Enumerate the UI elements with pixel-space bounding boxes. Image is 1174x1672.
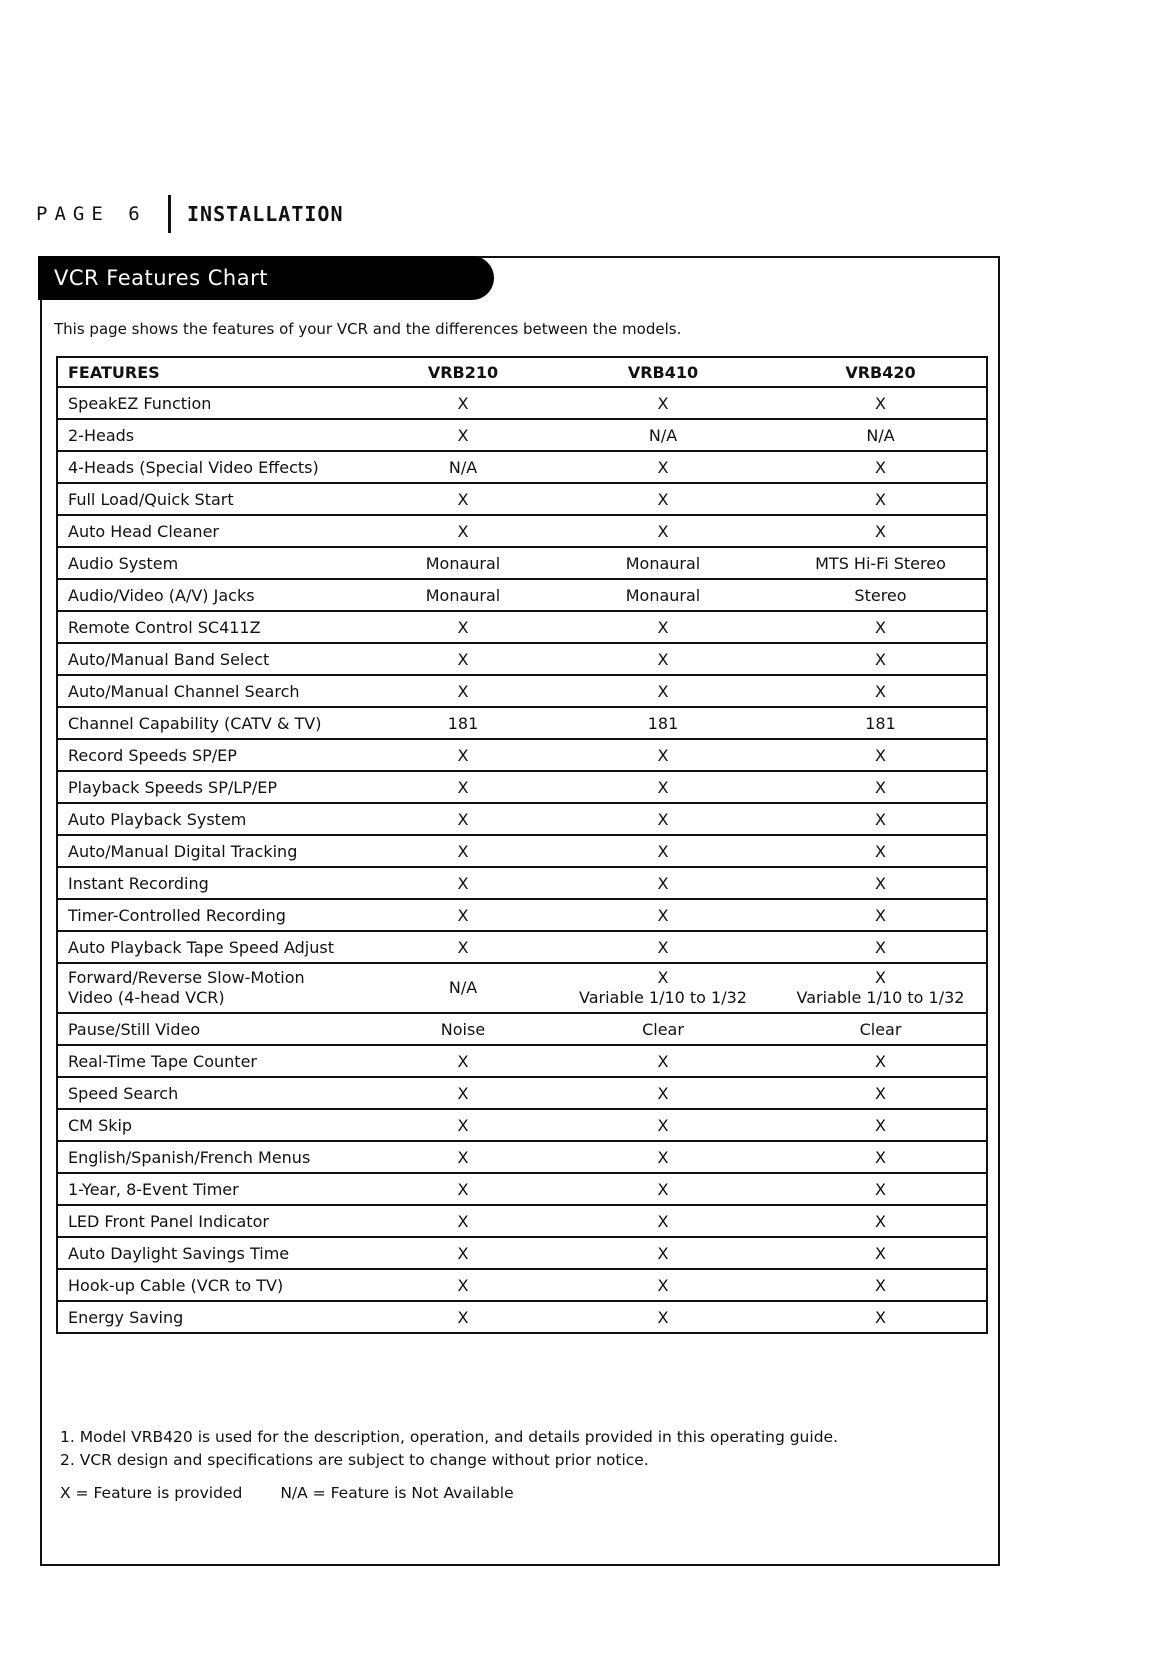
chart-intro: This page shows the features of your VCR and the differences between the models. xyxy=(54,320,682,338)
vrb410-cell: X xyxy=(551,643,775,675)
vrb420-cell: X xyxy=(775,899,987,931)
vrb210-cell: X xyxy=(375,771,551,803)
vrb420-cell: X xyxy=(775,1045,987,1077)
column-header-vrb210: VRB210 xyxy=(375,357,551,387)
feature-cell: Energy Saving xyxy=(57,1301,375,1333)
column-header-vrb410: VRB410 xyxy=(551,357,775,387)
vrb210-cell: X xyxy=(375,643,551,675)
feature-cell: Full Load/Quick Start xyxy=(57,483,375,515)
legend-provided: X = Feature is provided xyxy=(60,1484,243,1502)
vrb410-cell: X xyxy=(551,483,775,515)
vrb420-cell: X xyxy=(775,483,987,515)
feature-cell: English/Spanish/French Menus xyxy=(57,1141,375,1173)
vrb410-cell: X xyxy=(551,1205,775,1237)
vrb410-cell: X xyxy=(551,515,775,547)
vrb420-cell: X xyxy=(775,1237,987,1269)
footnote: 1. Model VRB420 is used for the description, operation, and details provided in this operating guide. xyxy=(60,1428,838,1446)
vrb420-cell: MTS Hi-Fi Stereo xyxy=(775,547,987,579)
vrb210-cell: X xyxy=(375,419,551,451)
vrb210-cell: X xyxy=(375,803,551,835)
feature-cell: Auto Playback System xyxy=(57,803,375,835)
feature-cell: Pause/Still Video xyxy=(57,1013,375,1045)
vrb210-cell: X xyxy=(375,1173,551,1205)
footnotes xyxy=(60,1426,838,1472)
vrb410-cell: X xyxy=(551,1109,775,1141)
vrb210-cell: X xyxy=(375,1141,551,1173)
vrb210-cell: 181 xyxy=(375,707,551,739)
table-row xyxy=(57,707,987,739)
vrb420-cell: X xyxy=(775,1109,987,1141)
table-row xyxy=(57,867,987,899)
vrb410-cell: X xyxy=(551,867,775,899)
features-table xyxy=(56,356,988,1334)
vrb420-cell: X xyxy=(775,739,987,771)
feature-cell: 1-Year, 8-Event Timer xyxy=(57,1173,375,1205)
feature-cell: 2-Heads xyxy=(57,419,375,451)
vrb410-cell: X xyxy=(551,835,775,867)
legend xyxy=(60,1484,514,1502)
vrb420-cell: X xyxy=(775,867,987,899)
vrb210-cell: X xyxy=(375,1045,551,1077)
page-number: PAGE 6 xyxy=(36,203,147,225)
table-row xyxy=(57,643,987,675)
vrb410-cell: X xyxy=(551,387,775,419)
table-row xyxy=(57,579,987,611)
vrb410-cell: X xyxy=(551,451,775,483)
feature-cell: Real-Time Tape Counter xyxy=(57,1045,375,1077)
table-row xyxy=(57,835,987,867)
value-line: X xyxy=(657,968,669,987)
table-header-row xyxy=(57,357,987,387)
feature-cell: Channel Capability (CATV & TV) xyxy=(57,707,375,739)
feature-cell: Auto Daylight Savings Time xyxy=(57,1237,375,1269)
vrb420-cell: X xyxy=(775,803,987,835)
table-row xyxy=(57,771,987,803)
vrb420-cell: X xyxy=(775,387,987,419)
vrb210-cell: Monaural xyxy=(375,579,551,611)
table-row xyxy=(57,1173,987,1205)
vrb210-cell: Monaural xyxy=(375,547,551,579)
column-header-vrb420: VRB420 xyxy=(775,357,987,387)
table-row xyxy=(57,803,987,835)
vrb210-cell: X xyxy=(375,1269,551,1301)
table-row xyxy=(57,451,987,483)
feature-line: Forward/Reverse Slow-Motion xyxy=(68,968,305,987)
table-row xyxy=(57,1077,987,1109)
table-row xyxy=(57,547,987,579)
feature-cell: Audio/Video (A/V) Jacks xyxy=(57,579,375,611)
vrb410-cell: X xyxy=(551,931,775,963)
vrb420-cell: X xyxy=(775,451,987,483)
feature-cell: Timer-Controlled Recording xyxy=(57,899,375,931)
vrb410-cell: Monaural xyxy=(551,579,775,611)
vrb420-cell: X xyxy=(775,1205,987,1237)
feature-cell: Audio System xyxy=(57,547,375,579)
vrb210-cell: X xyxy=(375,899,551,931)
vrb210-cell: X xyxy=(375,515,551,547)
features-chart-frame xyxy=(40,256,1000,1566)
feature-cell: Auto/Manual Digital Tracking xyxy=(57,835,375,867)
table-row xyxy=(57,483,987,515)
table-row xyxy=(57,1237,987,1269)
vrb420-cell: X xyxy=(775,611,987,643)
feature-cell: 4-Heads (Special Video Effects) xyxy=(57,451,375,483)
table-row xyxy=(57,675,987,707)
vrb410-cell: 181 xyxy=(551,707,775,739)
feature-cell: Remote Control SC411Z xyxy=(57,611,375,643)
vrb420-cell: X xyxy=(775,1141,987,1173)
vrb420-cell: 181 xyxy=(775,707,987,739)
feature-cell: CM Skip xyxy=(57,1109,375,1141)
vrb210-cell: N/A xyxy=(375,451,551,483)
feature-cell: Speed Search xyxy=(57,1077,375,1109)
vrb420-cell: X xyxy=(775,1269,987,1301)
table-row xyxy=(57,515,987,547)
table-row xyxy=(57,963,987,1013)
vrb410-cell: X xyxy=(551,739,775,771)
vrb210-cell: X xyxy=(375,1109,551,1141)
feature-cell: LED Front Panel Indicator xyxy=(57,1205,375,1237)
vrb420-cell: X xyxy=(775,643,987,675)
vrb410-cell: Monaural xyxy=(551,547,775,579)
table-row xyxy=(57,1013,987,1045)
chart-title: VCR Features Chart xyxy=(38,256,494,300)
table-row xyxy=(57,931,987,963)
header-divider xyxy=(168,195,171,233)
table-row xyxy=(57,1045,987,1077)
table-row xyxy=(57,611,987,643)
vrb410-cell: X xyxy=(551,1045,775,1077)
value-line: Variable 1/10 to 1/32 xyxy=(579,988,747,1007)
vrb410-cell: X xyxy=(551,899,775,931)
vrb420-cell: X xyxy=(775,675,987,707)
page-header xyxy=(36,192,344,236)
table-row xyxy=(57,1301,987,1333)
feature-cell: Auto Playback Tape Speed Adjust xyxy=(57,931,375,963)
vrb420-cell: X xyxy=(775,1173,987,1205)
feature-line: Video (4-head VCR) xyxy=(68,988,225,1007)
vrb210-cell: X xyxy=(375,931,551,963)
vrb420-cell: X xyxy=(775,515,987,547)
value-line: X xyxy=(875,968,886,987)
table-row xyxy=(57,419,987,451)
vrb420-cell xyxy=(775,963,987,1013)
table-row xyxy=(57,1205,987,1237)
table-row xyxy=(57,1141,987,1173)
vrb410-cell: X xyxy=(551,771,775,803)
feature-cell: Playback Speeds SP/LP/EP xyxy=(57,771,375,803)
vrb410-cell: X xyxy=(551,1173,775,1205)
vrb410-cell: X xyxy=(551,1269,775,1301)
table-row xyxy=(57,739,987,771)
table-row xyxy=(57,1109,987,1141)
vrb210-cell: X xyxy=(375,611,551,643)
table-row xyxy=(57,387,987,419)
vrb420-cell: X xyxy=(775,1301,987,1333)
vrb420-cell: Stereo xyxy=(775,579,987,611)
vrb210-cell: X xyxy=(375,675,551,707)
vrb210-cell: X xyxy=(375,835,551,867)
vrb410-cell: X xyxy=(551,675,775,707)
vrb210-cell: X xyxy=(375,867,551,899)
vrb420-cell: X xyxy=(775,771,987,803)
vrb410-cell: X xyxy=(551,1301,775,1333)
vrb210-cell: X xyxy=(375,739,551,771)
vrb410-cell: X xyxy=(551,1237,775,1269)
vrb410-cell: X xyxy=(551,803,775,835)
feature-cell: Instant Recording xyxy=(57,867,375,899)
feature-cell: Auto/Manual Channel Search xyxy=(57,675,375,707)
vrb210-cell: N/A xyxy=(375,963,551,1013)
column-header-features: FEATURES xyxy=(57,357,375,387)
vrb210-cell: X xyxy=(375,1301,551,1333)
table-row xyxy=(57,899,987,931)
vrb410-cell: X xyxy=(551,1077,775,1109)
feature-cell: Hook-up Cable (VCR to TV) xyxy=(57,1269,375,1301)
vrb420-cell: Clear xyxy=(775,1013,987,1045)
value-line: Variable 1/10 to 1/32 xyxy=(796,988,965,1007)
vrb420-cell: X xyxy=(775,1077,987,1109)
vrb210-cell: X xyxy=(375,1237,551,1269)
vrb210-cell: Noise xyxy=(375,1013,551,1045)
vrb210-cell: X xyxy=(375,1077,551,1109)
feature-cell: SpeakEZ Function xyxy=(57,387,375,419)
section-title: INSTALLATION xyxy=(187,202,344,226)
vrb210-cell: X xyxy=(375,483,551,515)
vrb420-cell: N/A xyxy=(775,419,987,451)
vrb420-cell: X xyxy=(775,931,987,963)
footnote: 2. VCR design and specifications are subject to change without prior notice. xyxy=(60,1451,649,1469)
vrb410-cell: Clear xyxy=(551,1013,775,1045)
feature-cell: Auto Head Cleaner xyxy=(57,515,375,547)
table-row xyxy=(57,1269,987,1301)
feature-cell xyxy=(57,963,375,1013)
vrb410-cell: X xyxy=(551,1141,775,1173)
vrb210-cell: X xyxy=(375,387,551,419)
vrb420-cell: X xyxy=(775,835,987,867)
feature-cell: Auto/Manual Band Select xyxy=(57,643,375,675)
feature-cell: Record Speeds SP/EP xyxy=(57,739,375,771)
vrb210-cell: X xyxy=(375,1205,551,1237)
legend-not-available: N/A = Feature is Not Available xyxy=(280,1484,514,1502)
vrb410-cell: N/A xyxy=(551,419,775,451)
vrb410-cell: X xyxy=(551,611,775,643)
vrb410-cell xyxy=(551,963,775,1013)
